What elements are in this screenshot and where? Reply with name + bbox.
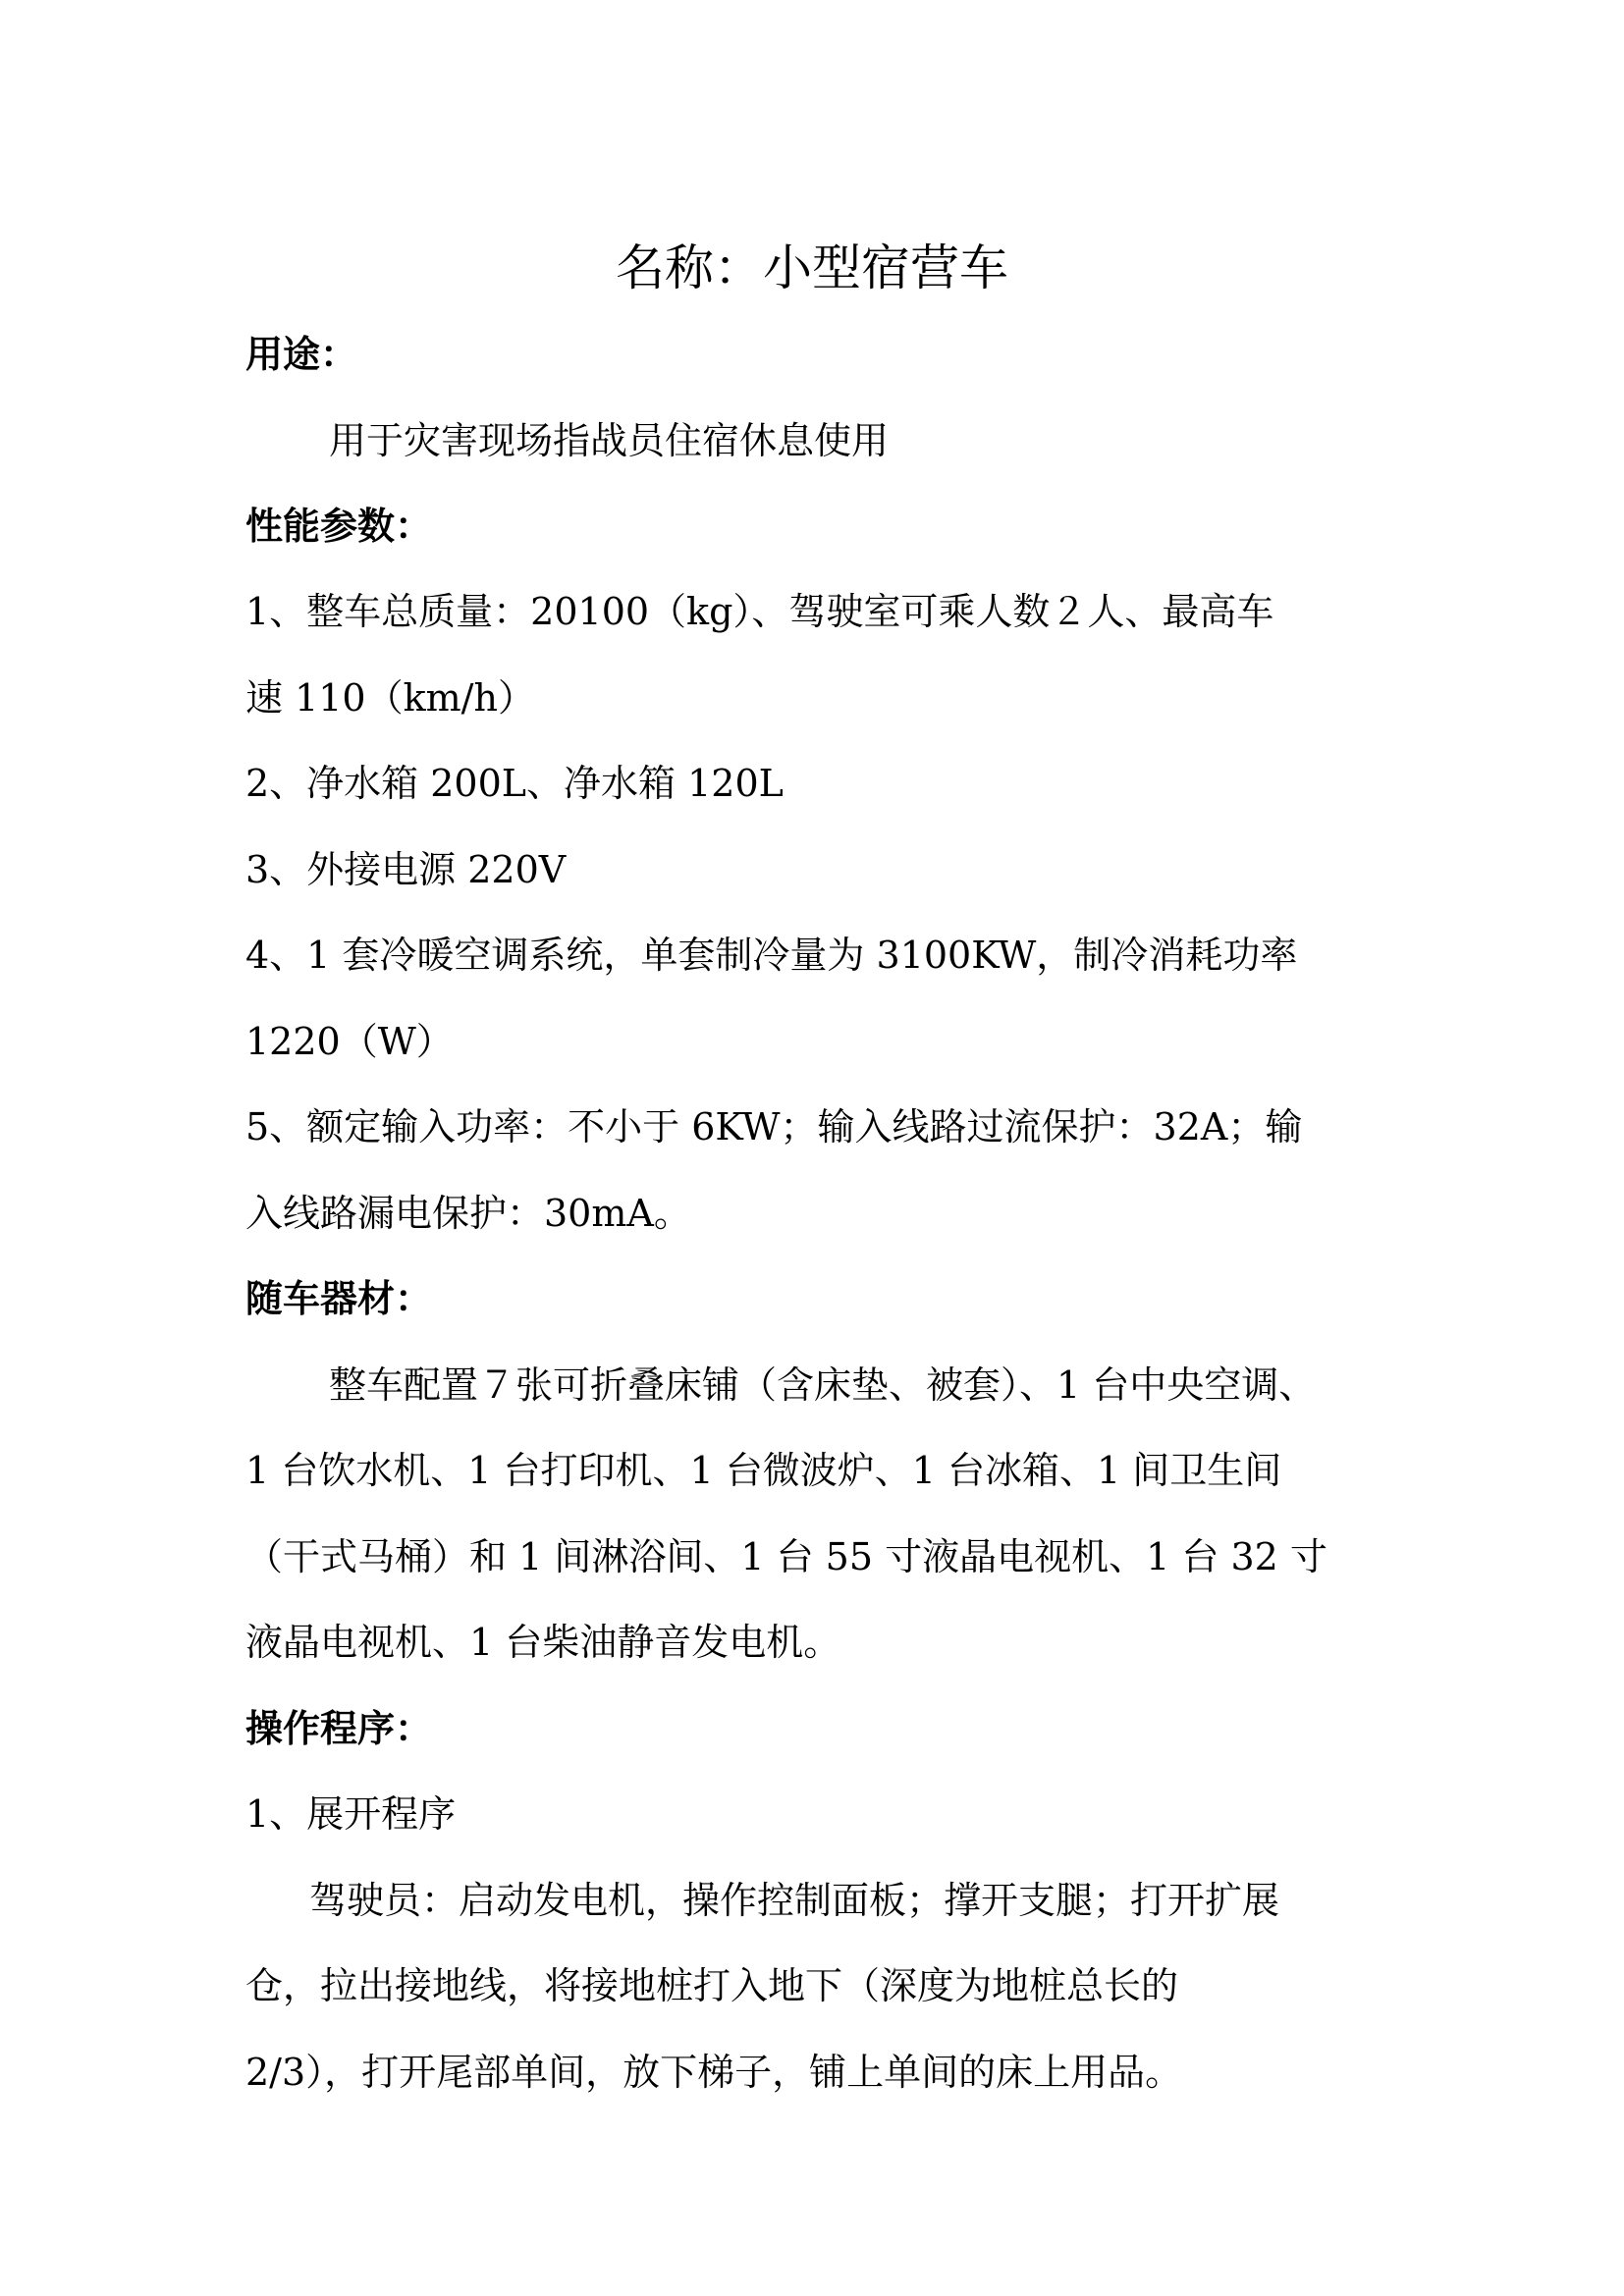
- operation-step-1-title: 1、展开程序: [245, 1792, 457, 1836]
- operation-step-1-line-3: 2/3），打开尾部单间，放下梯子，铺上单间的床上用品。: [245, 2051, 1183, 2094]
- params-item-1-line-2: 速 110（km/h）: [245, 676, 535, 720]
- usage-text: 用于灾害现场指战员住宿休息使用: [329, 419, 890, 462]
- operation-step-1-line-2: 仓，拉出接地线，将接地桩打入地下（深度为地桩总长的: [245, 1964, 1179, 2007]
- operation-heading: 操作程序：: [245, 1707, 433, 1750]
- equipment-line-3: （干式马桶）和 1 间淋浴间、1 台 55 寸液晶电视机、1 台 32 寸: [245, 1535, 1327, 1578]
- page-title: 名称：小型宿营车: [616, 240, 1008, 296]
- params-item-5-line-2: 入线路漏电保护：30mA。: [245, 1192, 691, 1235]
- equipment-heading: 随车器材：: [245, 1277, 433, 1320]
- params-item-1-line-1: 1、整车总质量：20100（kg）、驾驶室可乘人数２人、最高车: [245, 590, 1274, 633]
- params-heading: 性能参数：: [245, 505, 433, 548]
- params-item-4-line-2: 1220（W）: [245, 1020, 454, 1063]
- params-item-5-line-1: 5、额定输入功率：不小于 6KW；输入线路过流保护：32A；输: [245, 1105, 1303, 1148]
- params-item-2: 2、净水箱 200L、净水箱 120L: [245, 762, 784, 805]
- params-item-3: 3、外接电源 220V: [245, 848, 567, 891]
- operation-step-1-line-1: 驾驶员：启动发电机，操作控制面板；撑开支腿；打开扩展: [309, 1879, 1280, 1922]
- params-item-4-line-1: 4、1 套冷暖空调系统，单套制冷量为 3100KW，制冷消耗功率: [245, 934, 1298, 977]
- equipment-line-2: 1 台饮水机、1 台打印机、1 台微波炉、1 台冰箱、1 间卫生间: [245, 1449, 1282, 1492]
- usage-heading: 用途：: [245, 333, 358, 376]
- equipment-line-4: 液晶电视机、1 台柴油静音发电机。: [245, 1621, 841, 1664]
- equipment-line-1: 整车配置７张可折叠床铺（含床垫、被套）、1 台中央空调、: [329, 1363, 1317, 1407]
